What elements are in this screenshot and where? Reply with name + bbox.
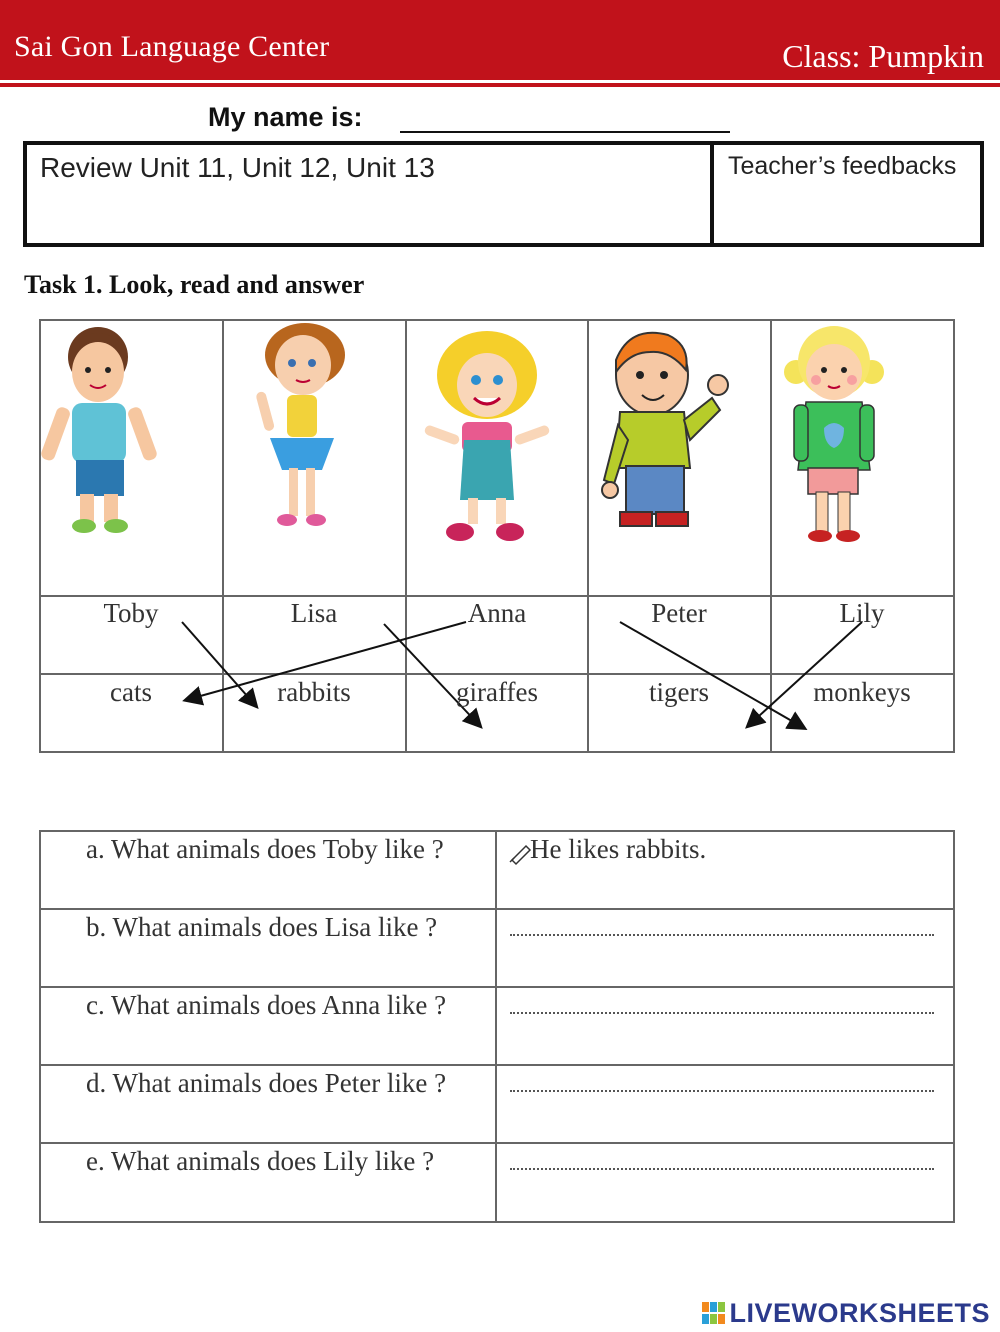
name-lily: Lily bbox=[839, 598, 885, 628]
liveworksheets-logo bbox=[701, 1298, 990, 1328]
arrow-peter-monkeys bbox=[620, 622, 804, 728]
name-label: My name is: bbox=[208, 102, 363, 132]
animal-monkeys: monkeys bbox=[813, 677, 911, 707]
review-divider bbox=[710, 141, 714, 247]
question-b: b. What animals does Lisa like ? bbox=[86, 912, 438, 942]
answer-b-input[interactable] bbox=[510, 934, 934, 936]
girl-lisa-picture bbox=[255, 323, 345, 526]
liveworksheets-text: LIVEWORKSHEETS bbox=[729, 1297, 990, 1328]
answer-d-input[interactable] bbox=[510, 1090, 934, 1092]
answer-a: He likes rabbits. bbox=[530, 834, 707, 864]
answer-c-input[interactable] bbox=[510, 1012, 934, 1014]
name-peter: Peter bbox=[651, 598, 707, 628]
question-e: e. What animals does Lily like ? bbox=[86, 1146, 435, 1176]
boy-peter-picture bbox=[602, 333, 728, 526]
liveworksheets-icon bbox=[701, 1300, 727, 1326]
name-input-line[interactable] bbox=[400, 131, 730, 133]
header-underline bbox=[0, 83, 1000, 87]
question-c: c. What animals does Anna like ? bbox=[86, 990, 447, 1020]
arrow-lily-tigers bbox=[748, 622, 862, 726]
name-lisa: Lisa bbox=[290, 598, 338, 628]
task-title: Task 1. Look, read and answer bbox=[24, 270, 365, 299]
girl-lily-picture bbox=[784, 326, 884, 542]
animal-rabbits: rabbits bbox=[277, 677, 351, 707]
question-a: a. What animals does Toby like ? bbox=[86, 834, 444, 864]
class-label: Class: Pumpkin bbox=[782, 38, 984, 74]
teacher-feedback-label: Teacher’s feedbacks bbox=[728, 152, 957, 180]
answer-e-input[interactable] bbox=[510, 1168, 934, 1170]
pencil-icon bbox=[510, 846, 530, 864]
review-title: Review Unit 11, Unit 12, Unit 13 bbox=[40, 152, 435, 183]
boy-toby-picture bbox=[40, 327, 159, 533]
center-name: Sai Gon Language Center bbox=[14, 30, 330, 63]
girl-anna-picture bbox=[423, 331, 550, 541]
animal-tigers: tigers bbox=[649, 677, 709, 707]
name-anna: Anna bbox=[467, 598, 527, 628]
animal-giraffes: giraffes bbox=[456, 677, 538, 707]
animal-cats: cats bbox=[110, 677, 152, 707]
question-d: d. What animals does Peter like ? bbox=[86, 1068, 447, 1098]
name-toby: Toby bbox=[103, 598, 159, 628]
arrow-lisa-giraffes bbox=[384, 624, 480, 726]
